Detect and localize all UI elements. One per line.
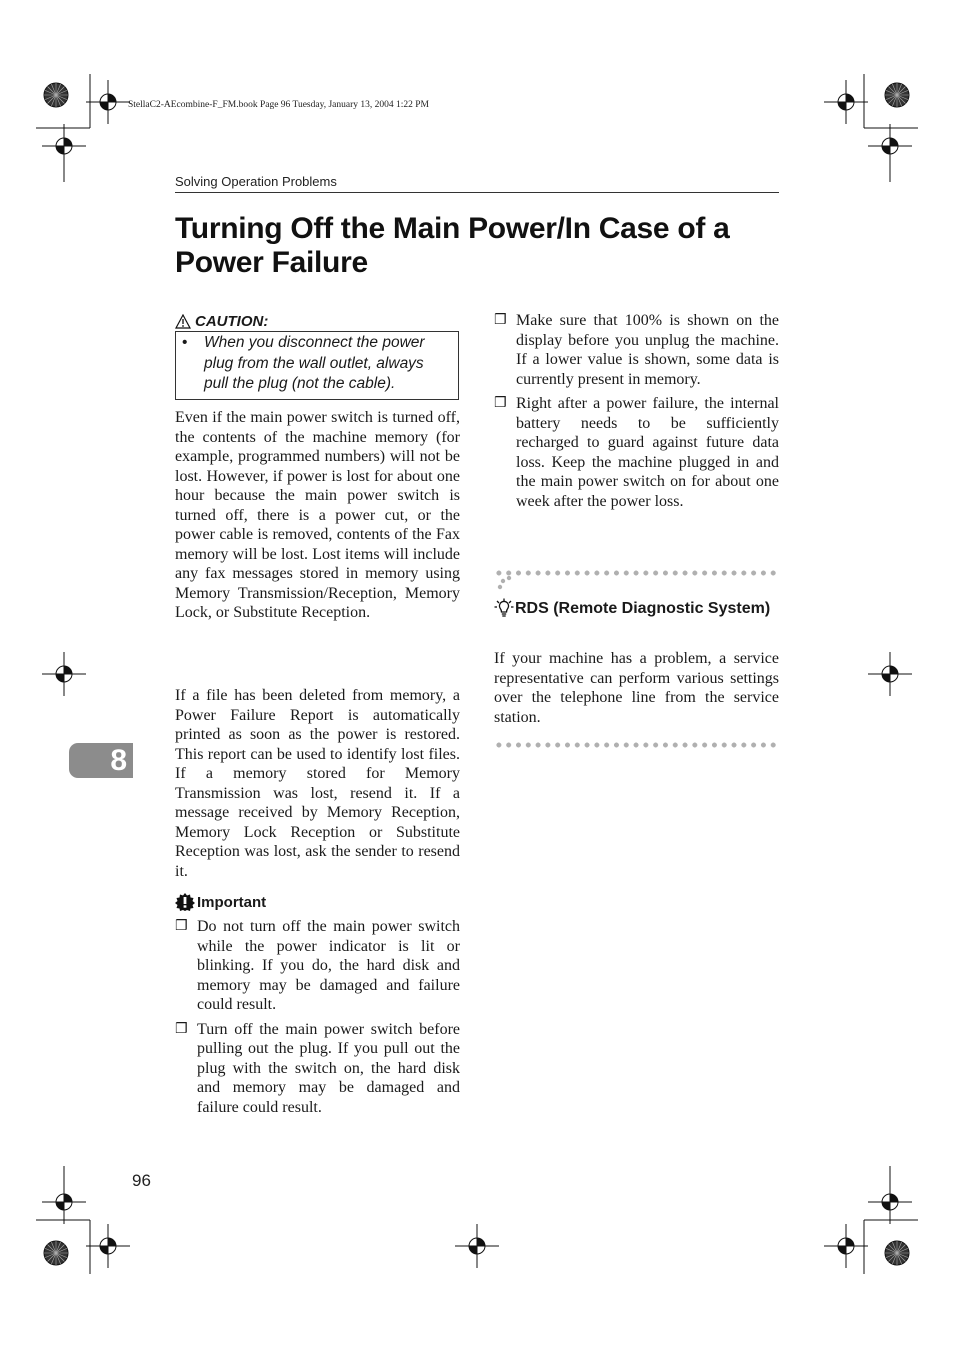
checkbox-bullet: ❒ bbox=[494, 395, 507, 411]
list-item bbox=[494, 394, 779, 511]
checkbox-bullet: ❒ bbox=[175, 918, 188, 934]
list-item-text: Do not turn off the main power switch while the power indicator is lit or blinking. If you do, the hard disk and memory may be damaged and failure could result. bbox=[197, 918, 460, 1013]
running-header: Solving Operation Problems bbox=[175, 174, 337, 189]
caution-text: When you disconnect the power plug from the wall outlet, always pull the plug (not the cable). bbox=[204, 334, 425, 392]
paragraph-memory-loss: Even if the main power switch is turned off, the contents of the machine memory (for example, programmed numbers) will not be lost. However, if power is lost for about one hour because the main power switch is turned off, there is a power cut, or the power cable is removed, contents of the Fax memory will be lost. Lost items will include any fax messages stored in memory using Memory Transmission/Reception, Memory Lock, or Substitute Reception. bbox=[175, 409, 460, 621]
lightbulb-icon bbox=[494, 598, 515, 618]
print-slug: StellaC2-AEcombine-F_FM.book Page 96 Tuesday, January 13, 2004 1:22 PM bbox=[128, 100, 430, 110]
chapter-tab bbox=[69, 743, 133, 778]
list-item bbox=[175, 917, 460, 1015]
header-rule bbox=[175, 192, 779, 193]
warning-triangle-icon bbox=[175, 314, 191, 329]
list-item-text: Turn off the main power switch before pulling out the plug. If you pull out the plug with the switch on, the hard disk and memory may be damaged and failure could result. bbox=[197, 1020, 460, 1116]
bullet: • bbox=[182, 334, 188, 351]
page-title: Turning Off the Main Power/In Case of a Power Failure bbox=[175, 212, 730, 279]
note-divider-top bbox=[494, 570, 779, 576]
list-item-text: Right after a power failure, the internal battery needs to be sufficiently recharged to guard against future data loss. Keep the machine plugged in and the main power switch on for about one week after the power loss. bbox=[516, 395, 779, 510]
note-divider-bottom bbox=[494, 742, 779, 748]
checkbox-bullet: ❒ bbox=[175, 1020, 188, 1037]
chapter-tab-number: 8 bbox=[110, 744, 127, 777]
list-item-text: Make sure that 100% is shown on the display before you unplug the machine. If a lower value is shown, some data is currently present in memory. bbox=[516, 312, 779, 388]
caution-item bbox=[180, 333, 452, 395]
caution-label bbox=[175, 313, 268, 330]
note-divider-curl bbox=[497, 576, 513, 590]
rds-heading-text: RDS (Remote Diagnostic System) bbox=[515, 600, 771, 617]
important-label-text: Important bbox=[197, 893, 267, 911]
important-list bbox=[175, 917, 460, 1122]
rds-paragraph: If your machine has a problem, a service representative can perform various settings over the telephone line from the service station. bbox=[494, 650, 779, 726]
caution-label-text: CAUTION: bbox=[195, 313, 269, 330]
important-label bbox=[175, 893, 266, 911]
paragraph-power-failure-report: If a file has been deleted from memory, a Power Failure Report is automatically printed as soon as the power is restored. This report can be used to identify lost files. If a memory stored for Memory Transmission was lost, resend it. If a message received by Memory Reception, Memory Lock Reception or Substitute Reception was lost, ask the sender to resend it. bbox=[175, 687, 460, 880]
caution-box bbox=[175, 331, 459, 400]
rds-heading bbox=[494, 598, 779, 619]
list-item bbox=[494, 311, 779, 389]
checkbox-bullet: ❒ bbox=[494, 312, 507, 328]
page-number: 96 bbox=[132, 1171, 151, 1190]
list-item bbox=[175, 1020, 460, 1118]
right-column-list bbox=[494, 311, 779, 516]
important-sign-icon bbox=[175, 893, 195, 911]
